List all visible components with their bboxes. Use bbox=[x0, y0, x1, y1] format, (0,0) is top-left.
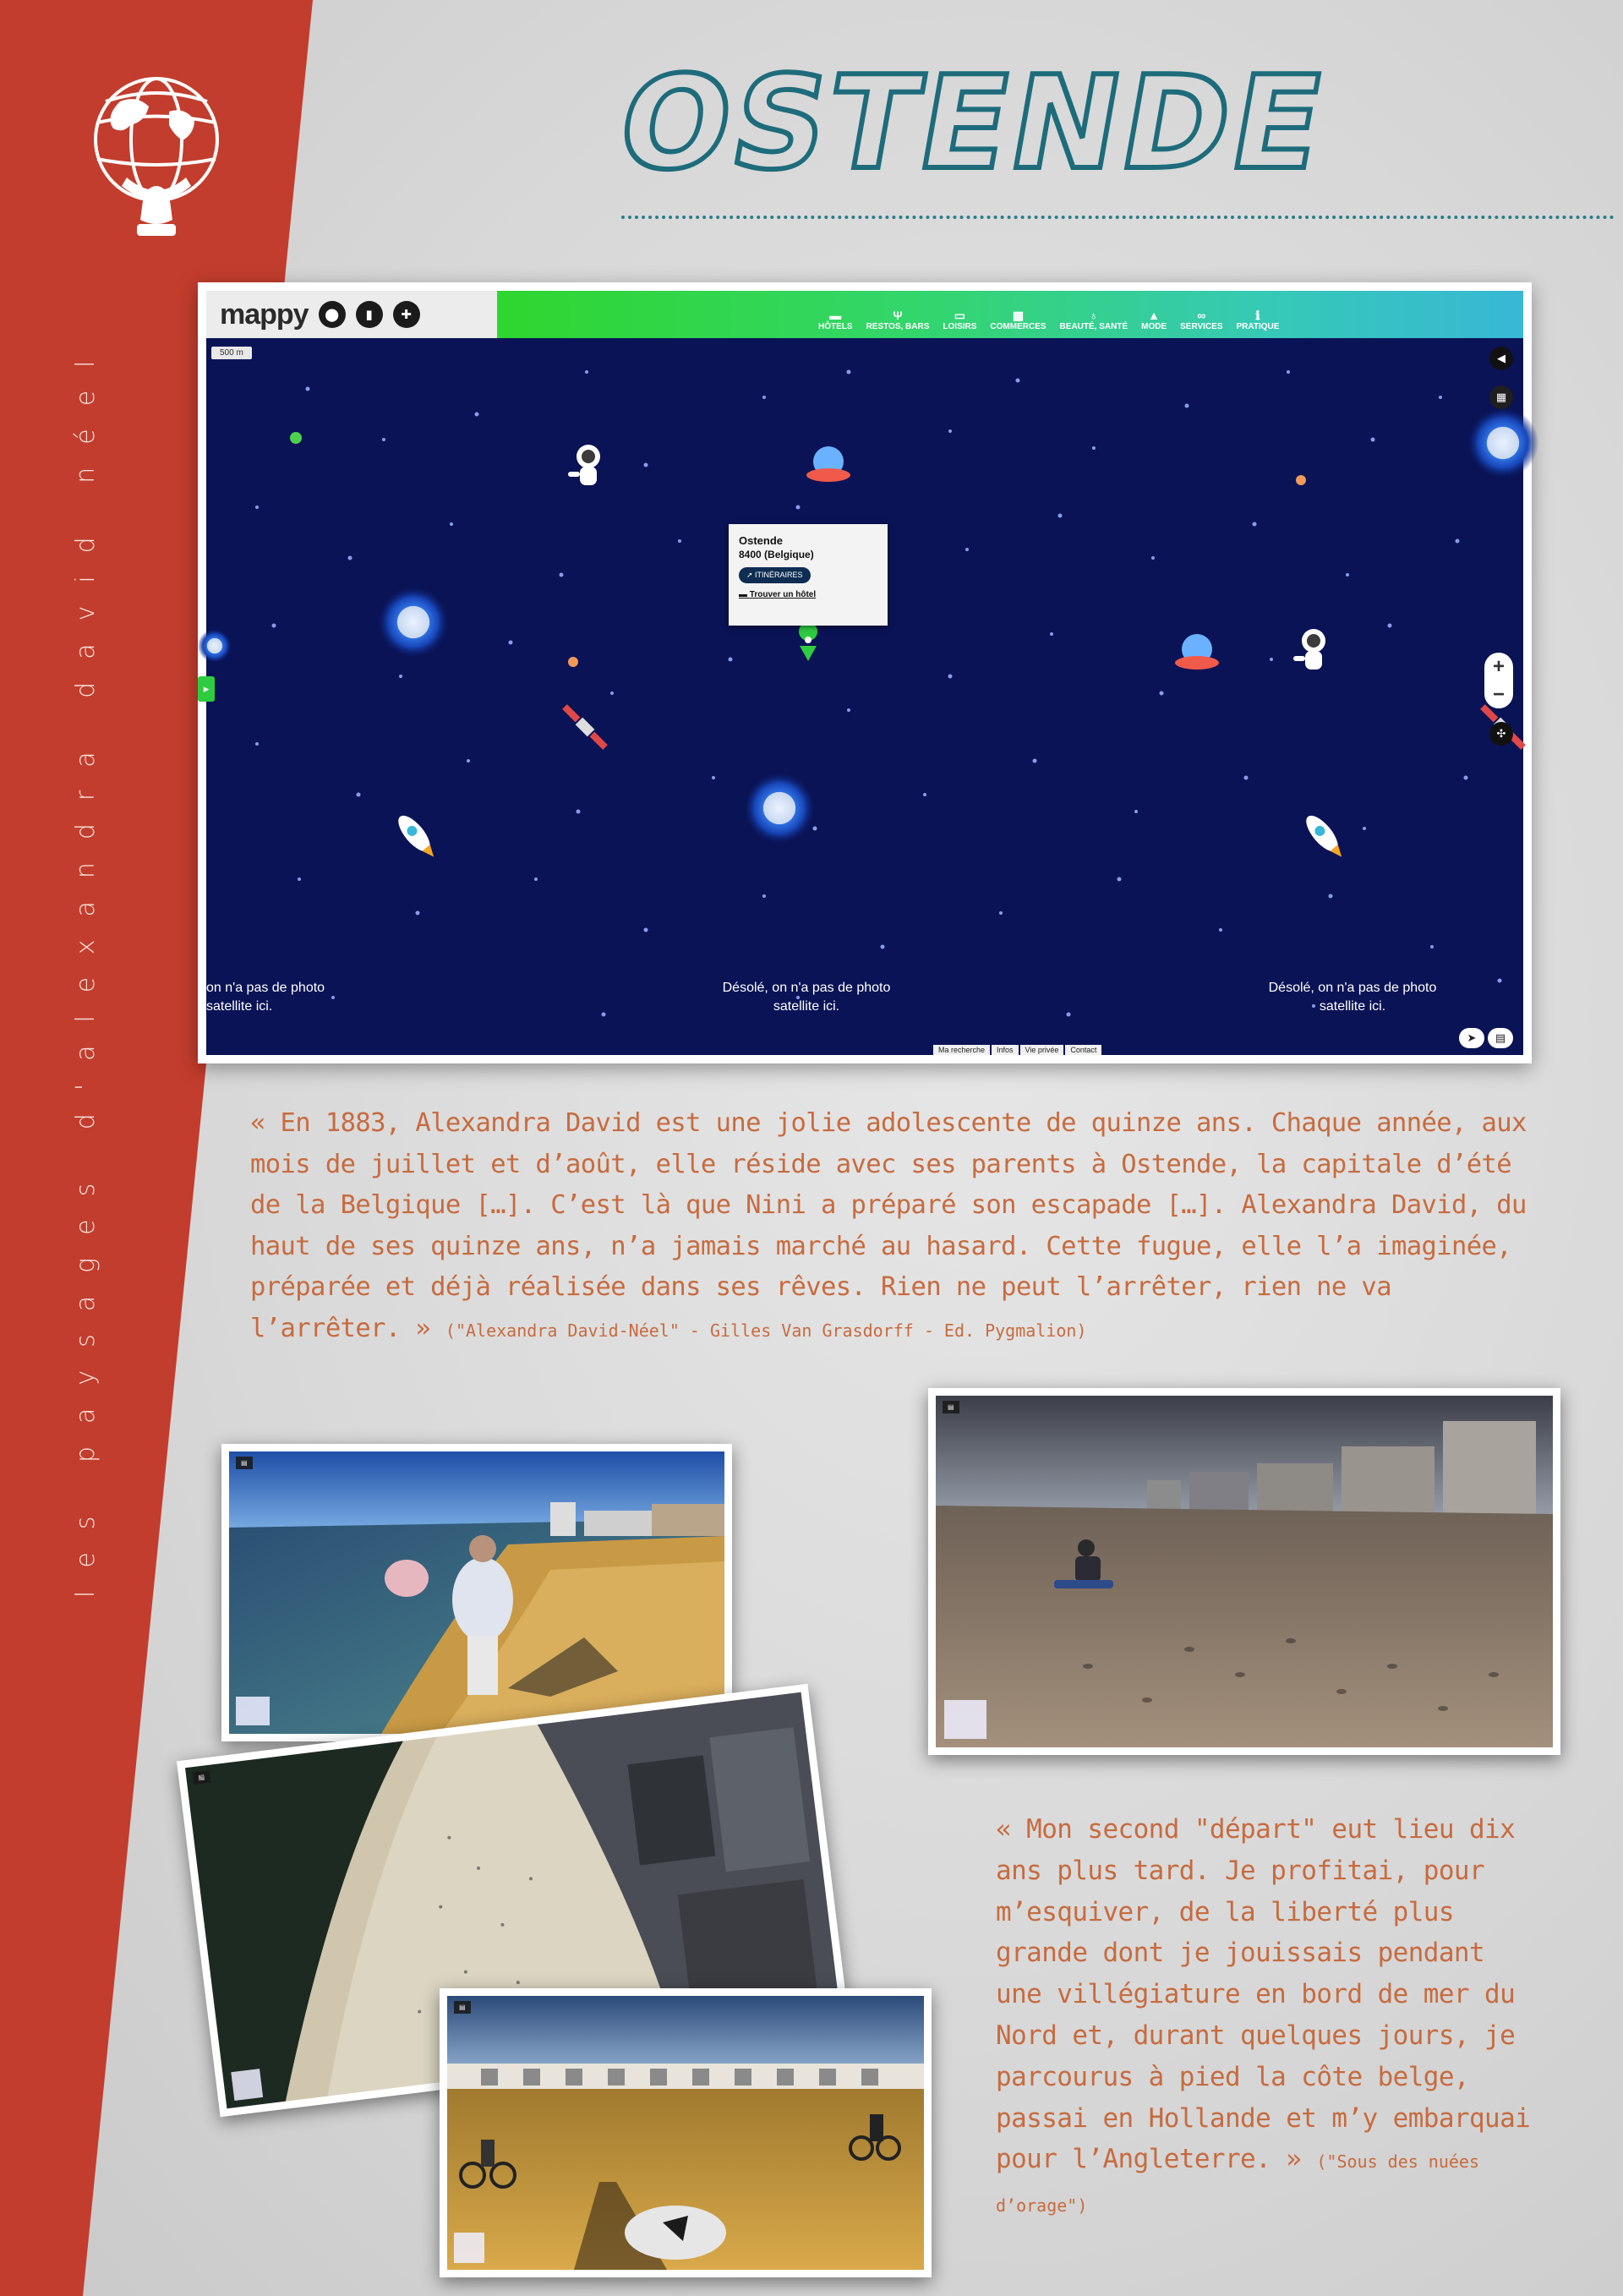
menu-item-label: LOISIRS bbox=[943, 322, 977, 331]
bookmark-icon[interactable]: ▮ bbox=[356, 301, 383, 328]
map-brand-area bbox=[206, 291, 497, 338]
glasses-icon: ∞ bbox=[1197, 309, 1206, 322]
moon-icon bbox=[378, 587, 449, 658]
compass-rose-icon[interactable]: ✣ bbox=[1489, 722, 1513, 746]
map-scale: 500 m bbox=[211, 347, 252, 359]
itineraires-button[interactable] bbox=[739, 567, 811, 583]
beach-cyclists-image bbox=[447, 1996, 924, 2270]
pin-icon[interactable]: ⬤ bbox=[319, 301, 346, 328]
print-icon[interactable]: ▤ bbox=[1488, 1028, 1513, 1048]
map-header bbox=[206, 291, 1523, 338]
share-icon[interactable]: ➤ bbox=[1459, 1028, 1484, 1048]
footer-link[interactable]: Ma recherche bbox=[933, 1045, 990, 1055]
menu-item-pratique[interactable] bbox=[1237, 309, 1280, 331]
menu-item-label: PRATIQUE bbox=[1236, 322, 1280, 331]
moon-icon bbox=[744, 773, 815, 844]
mappy-logo[interactable]: mappy bbox=[220, 298, 309, 331]
photo-beach-people bbox=[221, 1444, 732, 1741]
quote-2 bbox=[996, 1809, 1537, 2227]
itineraires-label: ITINÉRAIRES bbox=[755, 571, 803, 579]
no-satellite-message: Désolé, on n'a pas de photo satellite ici. bbox=[1268, 981, 1437, 1014]
quote-1-text: « En 1883, Alexandra David est une jolie adolescente de quinze ans. Chaque année, aux mois de juillet et d’août, elle réside avec ses parents à Ostende, la capitale d’été de la Belgique […]. C’est là que Nini a préparé son escapade […]. Alexandra David, du haut de ses quinze ans, n’a jamais marché au hasard. Cette fugue, elle l’a imaginée, préparée et déjà réalisée dans ses rêves. Rien ne peut l’arrêter, rien ne va l’arrêter. » bbox=[250, 1108, 1527, 1343]
menu-item-loisirs[interactable] bbox=[943, 309, 976, 331]
menu-item-services[interactable] bbox=[1180, 309, 1222, 331]
itinerary-arrow-icon: ➚ bbox=[746, 571, 756, 579]
quote-1 bbox=[250, 1103, 1535, 1351]
zoom-out-button[interactable]: − bbox=[1492, 682, 1505, 706]
find-hotel-link[interactable] bbox=[739, 590, 877, 599]
beauty-icon: ♁ bbox=[1089, 309, 1099, 322]
title-dotted-rule bbox=[621, 216, 1615, 219]
beach-people-image bbox=[229, 1451, 724, 1734]
streetview-badge: ▤ bbox=[236, 1457, 253, 1469]
dress-icon: ▲ bbox=[1148, 309, 1161, 322]
menu-item-label: RESTOS, BARS bbox=[866, 322, 930, 331]
layers-icon[interactable]: ▦ bbox=[1489, 385, 1513, 409]
popup-city: Ostende bbox=[739, 534, 784, 547]
moon-icon bbox=[1467, 407, 1538, 478]
popup-postal: 8400 (Belgique) bbox=[739, 549, 814, 560]
shop-icon: ▦ bbox=[1012, 309, 1025, 322]
no-satellite-message: Désolé, on n'a pas de photo satellite ici. bbox=[722, 981, 891, 1014]
menu-item-mode[interactable] bbox=[1141, 309, 1167, 331]
menu-item-label: HÔTELS bbox=[818, 322, 853, 331]
streetview-badge: ▤ bbox=[943, 1401, 959, 1413]
info-icon: ℹ bbox=[1255, 309, 1260, 322]
menu-item-restos[interactable] bbox=[866, 309, 930, 331]
side-vertical-text: les paysages d'alexandra david néel bbox=[71, 337, 101, 1598]
menu-item-label: COMMERCES bbox=[990, 322, 1046, 331]
find-hotel-label: Trouver un hôtel bbox=[749, 590, 817, 599]
no-satellite-message: on n'a pas de photo satellite ici. bbox=[206, 981, 325, 1014]
zoom-control bbox=[1484, 653, 1513, 708]
space-background bbox=[206, 338, 1523, 1055]
beach-seated-image bbox=[936, 1396, 1553, 1747]
footer-link[interactable]: Vie privée bbox=[1020, 1045, 1064, 1055]
menu-item-label: MODE bbox=[1141, 322, 1167, 331]
footer-link[interactable]: Contact bbox=[1065, 1045, 1101, 1055]
page-title: OSTENDE bbox=[608, 48, 1338, 198]
menu-item-label: SERVICES bbox=[1180, 322, 1223, 331]
locate-me-icon[interactable]: ◀ bbox=[1489, 347, 1513, 370]
side-handle-icon[interactable]: ▸ bbox=[198, 676, 215, 702]
quote-2-citation: ("Sous des nuées d’orage") bbox=[996, 2151, 1480, 2217]
bed-icon: ▬ bbox=[829, 309, 842, 322]
quote-2-text: « Mon second "départ" eut lieu dix ans plus tard. Je profitai, pour m’esquiver, de la liberté plus grande dont je jouissais pendant une villégiature en bord de mer du Nord et, durant quelques jours, je parcourus à pied la côte belge, passai en Hollande et m’y embarquai pour l’Angleterre. » bbox=[996, 1814, 1531, 2175]
streetview-badge: ▤ bbox=[454, 2001, 471, 2014]
menu-item-hotels[interactable] bbox=[818, 309, 853, 331]
bed-icon: ▬ bbox=[739, 590, 750, 599]
map-category-menu bbox=[497, 291, 1523, 338]
compass-icon[interactable]: ✚ bbox=[393, 301, 420, 328]
menu-item-label: BEAUTÉ, SANTÉ bbox=[1059, 322, 1128, 331]
map-canvas[interactable] bbox=[203, 338, 1523, 1055]
menu-item-beaute[interactable] bbox=[1060, 309, 1128, 331]
menu-item-commerces[interactable] bbox=[990, 309, 1046, 331]
map-footer-links bbox=[933, 1045, 1101, 1055]
zoom-in-button[interactable]: + bbox=[1492, 654, 1505, 678]
map-screenshot bbox=[198, 282, 1532, 1063]
map-popup bbox=[729, 524, 888, 626]
photo-beach-seated-man bbox=[928, 1388, 1560, 1755]
moon-icon bbox=[198, 629, 232, 663]
cutlery-icon: Ψ bbox=[893, 309, 903, 322]
footer-link[interactable]: Infos bbox=[992, 1045, 1019, 1055]
quote-1-citation: ("Alexandra David-Néel" - Gilles Van Grasdorff - Ed. Pygmalion) bbox=[445, 1320, 1087, 1341]
streetview-badge: ▤ bbox=[193, 1770, 210, 1785]
book-icon: ▭ bbox=[954, 309, 966, 322]
photo-beach-cyclists bbox=[440, 1988, 932, 2277]
globe-atlas-icon bbox=[76, 68, 237, 254]
